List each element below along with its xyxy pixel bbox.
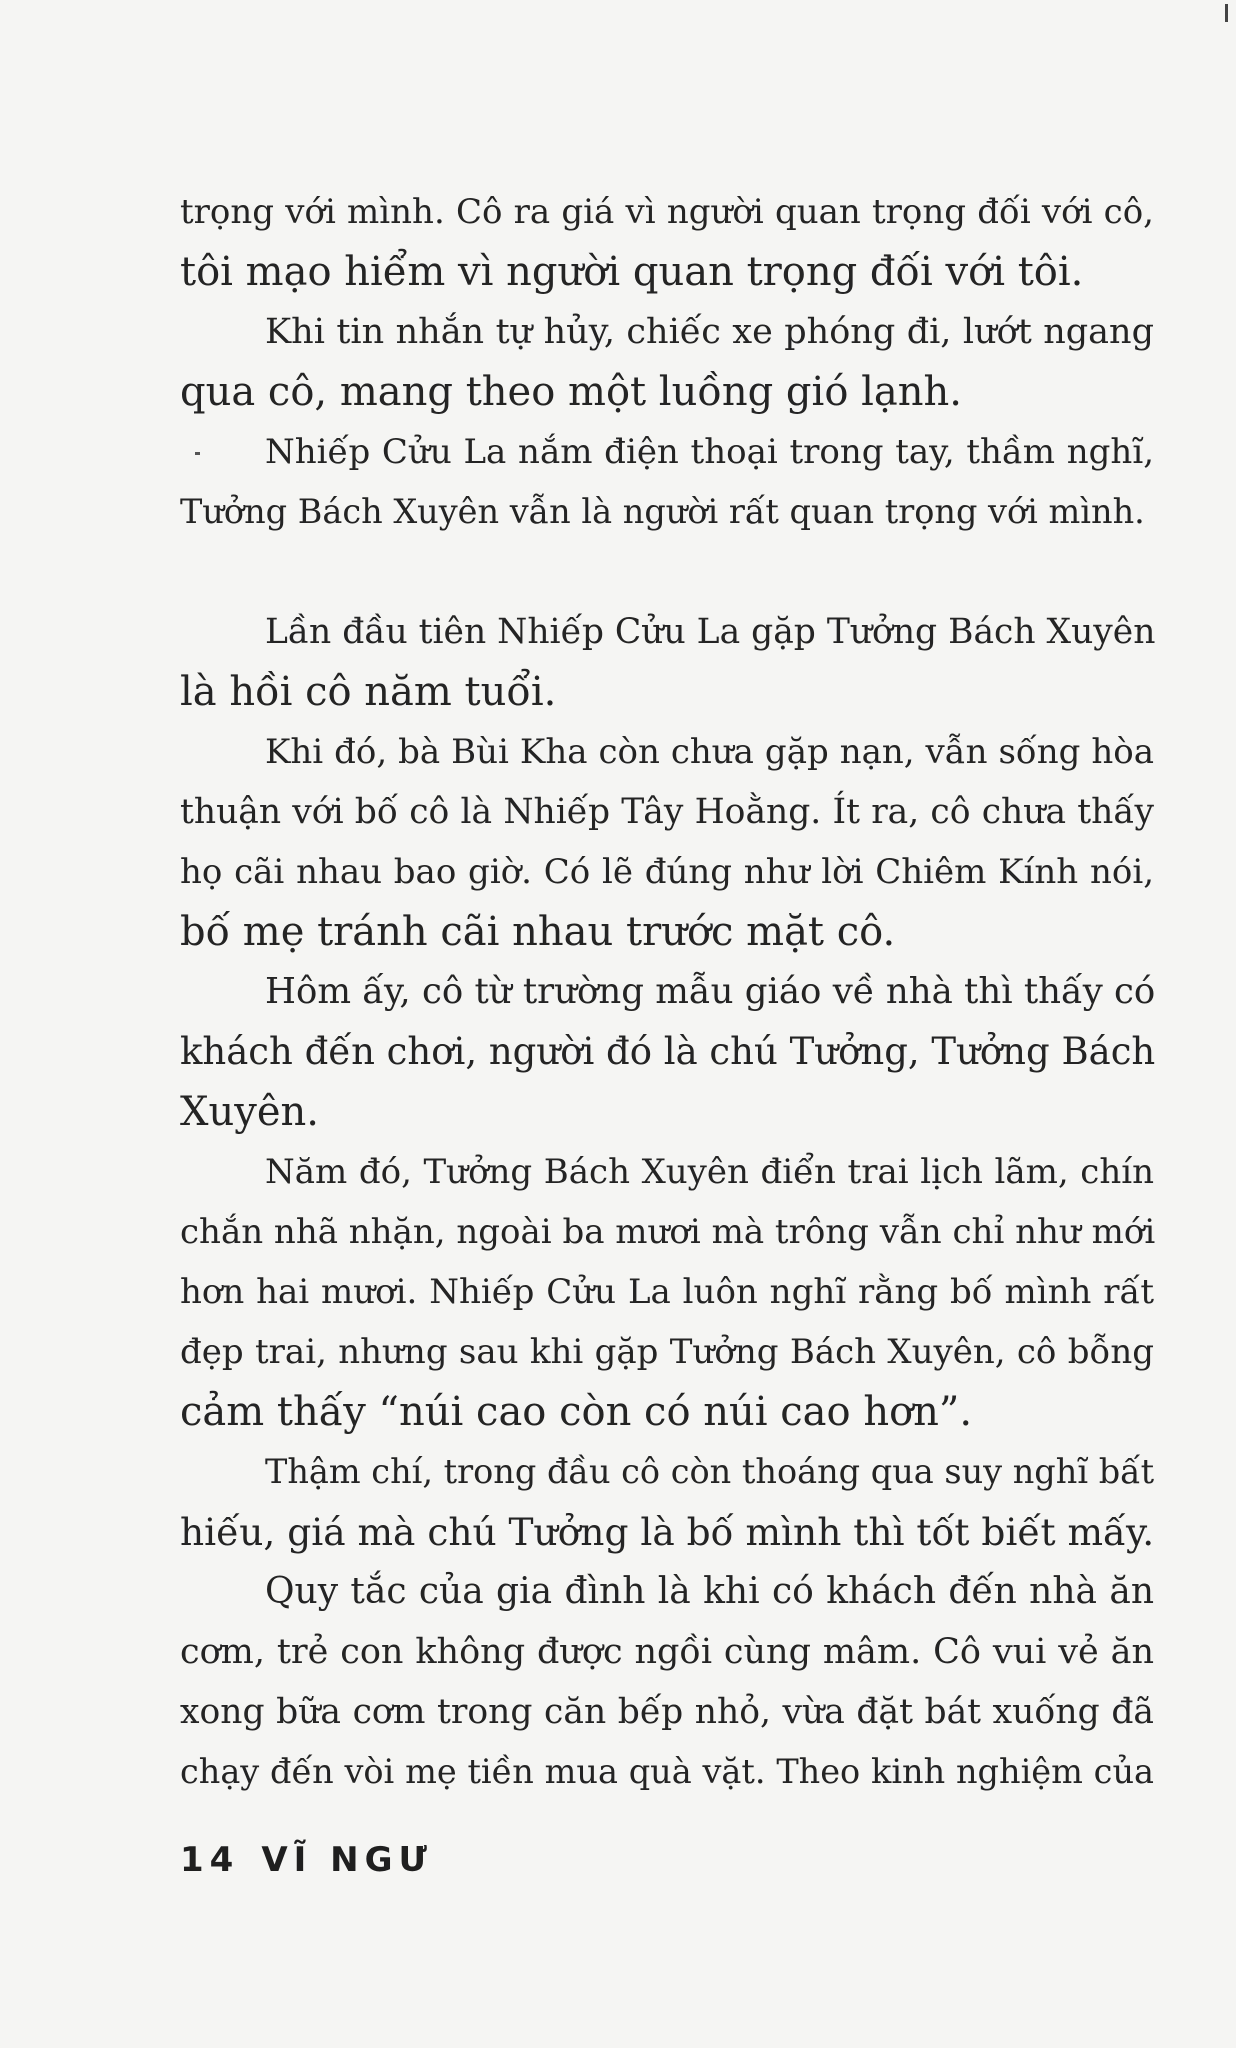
text-line: bố mẹ tránh cãi nhau trước mặt cô.: [180, 909, 896, 955]
text-line: Lần đầu tiên Nhiếp Cửu La gặp Tưởng Bách Xuyên: [265, 612, 1156, 652]
text-line: trọng với mình. Cô ra giá vì người quan trọng đối với cô,: [180, 192, 1154, 232]
running-title: VĨ NGƯ: [261, 1840, 433, 1880]
text-line: cơm, trẻ con không được ngồi cùng mâm. Cô vui vẻ ăn: [180, 1632, 1154, 1672]
text-line: xong bữa cơm trong căn bếp nhỏ, vừa đặt bát xuống đã: [180, 1692, 1154, 1732]
text-line: qua cô, mang theo một luồng gió lạnh.: [180, 369, 962, 415]
text-line: đẹp trai, nhưng sau khi gặp Tưởng Bách Xuyên, cô bỗng: [180, 1332, 1154, 1372]
text-line: hiếu, giá mà chú Tưởng là bố mình thì tốt biết mấy.: [180, 1510, 1155, 1554]
text-line: thuận với bố cô là Nhiếp Tây Hoằng. Ít ra, cô chưa thấy: [180, 792, 1154, 832]
text-line: là hồi cô năm tuổi.: [180, 669, 557, 715]
text-line: cảm thấy “núi cao còn có núi cao hơn”.: [180, 1389, 973, 1435]
text-line: Nhiếp Cửu La nắm điện thoại trong tay, thầm nghĩ,: [265, 432, 1154, 472]
section-break: [180, 542, 1154, 602]
scan-mark: [1225, 4, 1228, 22]
text-line: Khi đó, bà Bùi Kha còn chưa gặp nạn, vẫn sống hòa: [265, 732, 1154, 772]
text-line: Xuyên.: [180, 1089, 319, 1135]
body-text: [180, 182, 1154, 1802]
text-line: Tưởng Bách Xuyên vẫn là người rất quan trọng với mình.: [180, 492, 1145, 531]
text-line: Quy tắc của gia đình là khi có khách đến nhà ăn: [265, 1571, 1154, 1612]
text-line: khách đến chơi, người đó là chú Tưởng, Tưởng Bách: [180, 1030, 1156, 1073]
text-line: tôi mạo hiểm vì người quan trọng đối với tôi.: [180, 249, 1084, 295]
text-line: chạy đến vòi mẹ tiền mua quà vặt. Theo kinh nghiệm của: [180, 1752, 1154, 1791]
text-line: chắn nhã nhặn, ngoài ba mươi mà trông vẫn chỉ như mới: [180, 1212, 1156, 1252]
text-line: Khi tin nhắn tự hủy, chiếc xe phóng đi, lướt ngang: [265, 312, 1154, 352]
text-line: hơn hai mươi. Nhiếp Cửu La luôn nghĩ rằng bố mình rất: [180, 1272, 1154, 1312]
text-line: họ cãi nhau bao giờ. Có lẽ đúng như lời Chiêm Kính nói,: [180, 852, 1154, 892]
text-line: Hôm ấy, cô từ trường mẫu giáo về nhà thì thấy có: [265, 971, 1156, 1012]
page-number: 14: [180, 1840, 240, 1880]
text-line: Năm đó, Tưởng Bách Xuyên điển trai lịch lãm, chín: [265, 1152, 1154, 1192]
text-line: Thậm chí, trong đầu cô còn thoáng qua suy nghĩ bất: [265, 1452, 1155, 1491]
page-footer: [180, 1840, 455, 1880]
